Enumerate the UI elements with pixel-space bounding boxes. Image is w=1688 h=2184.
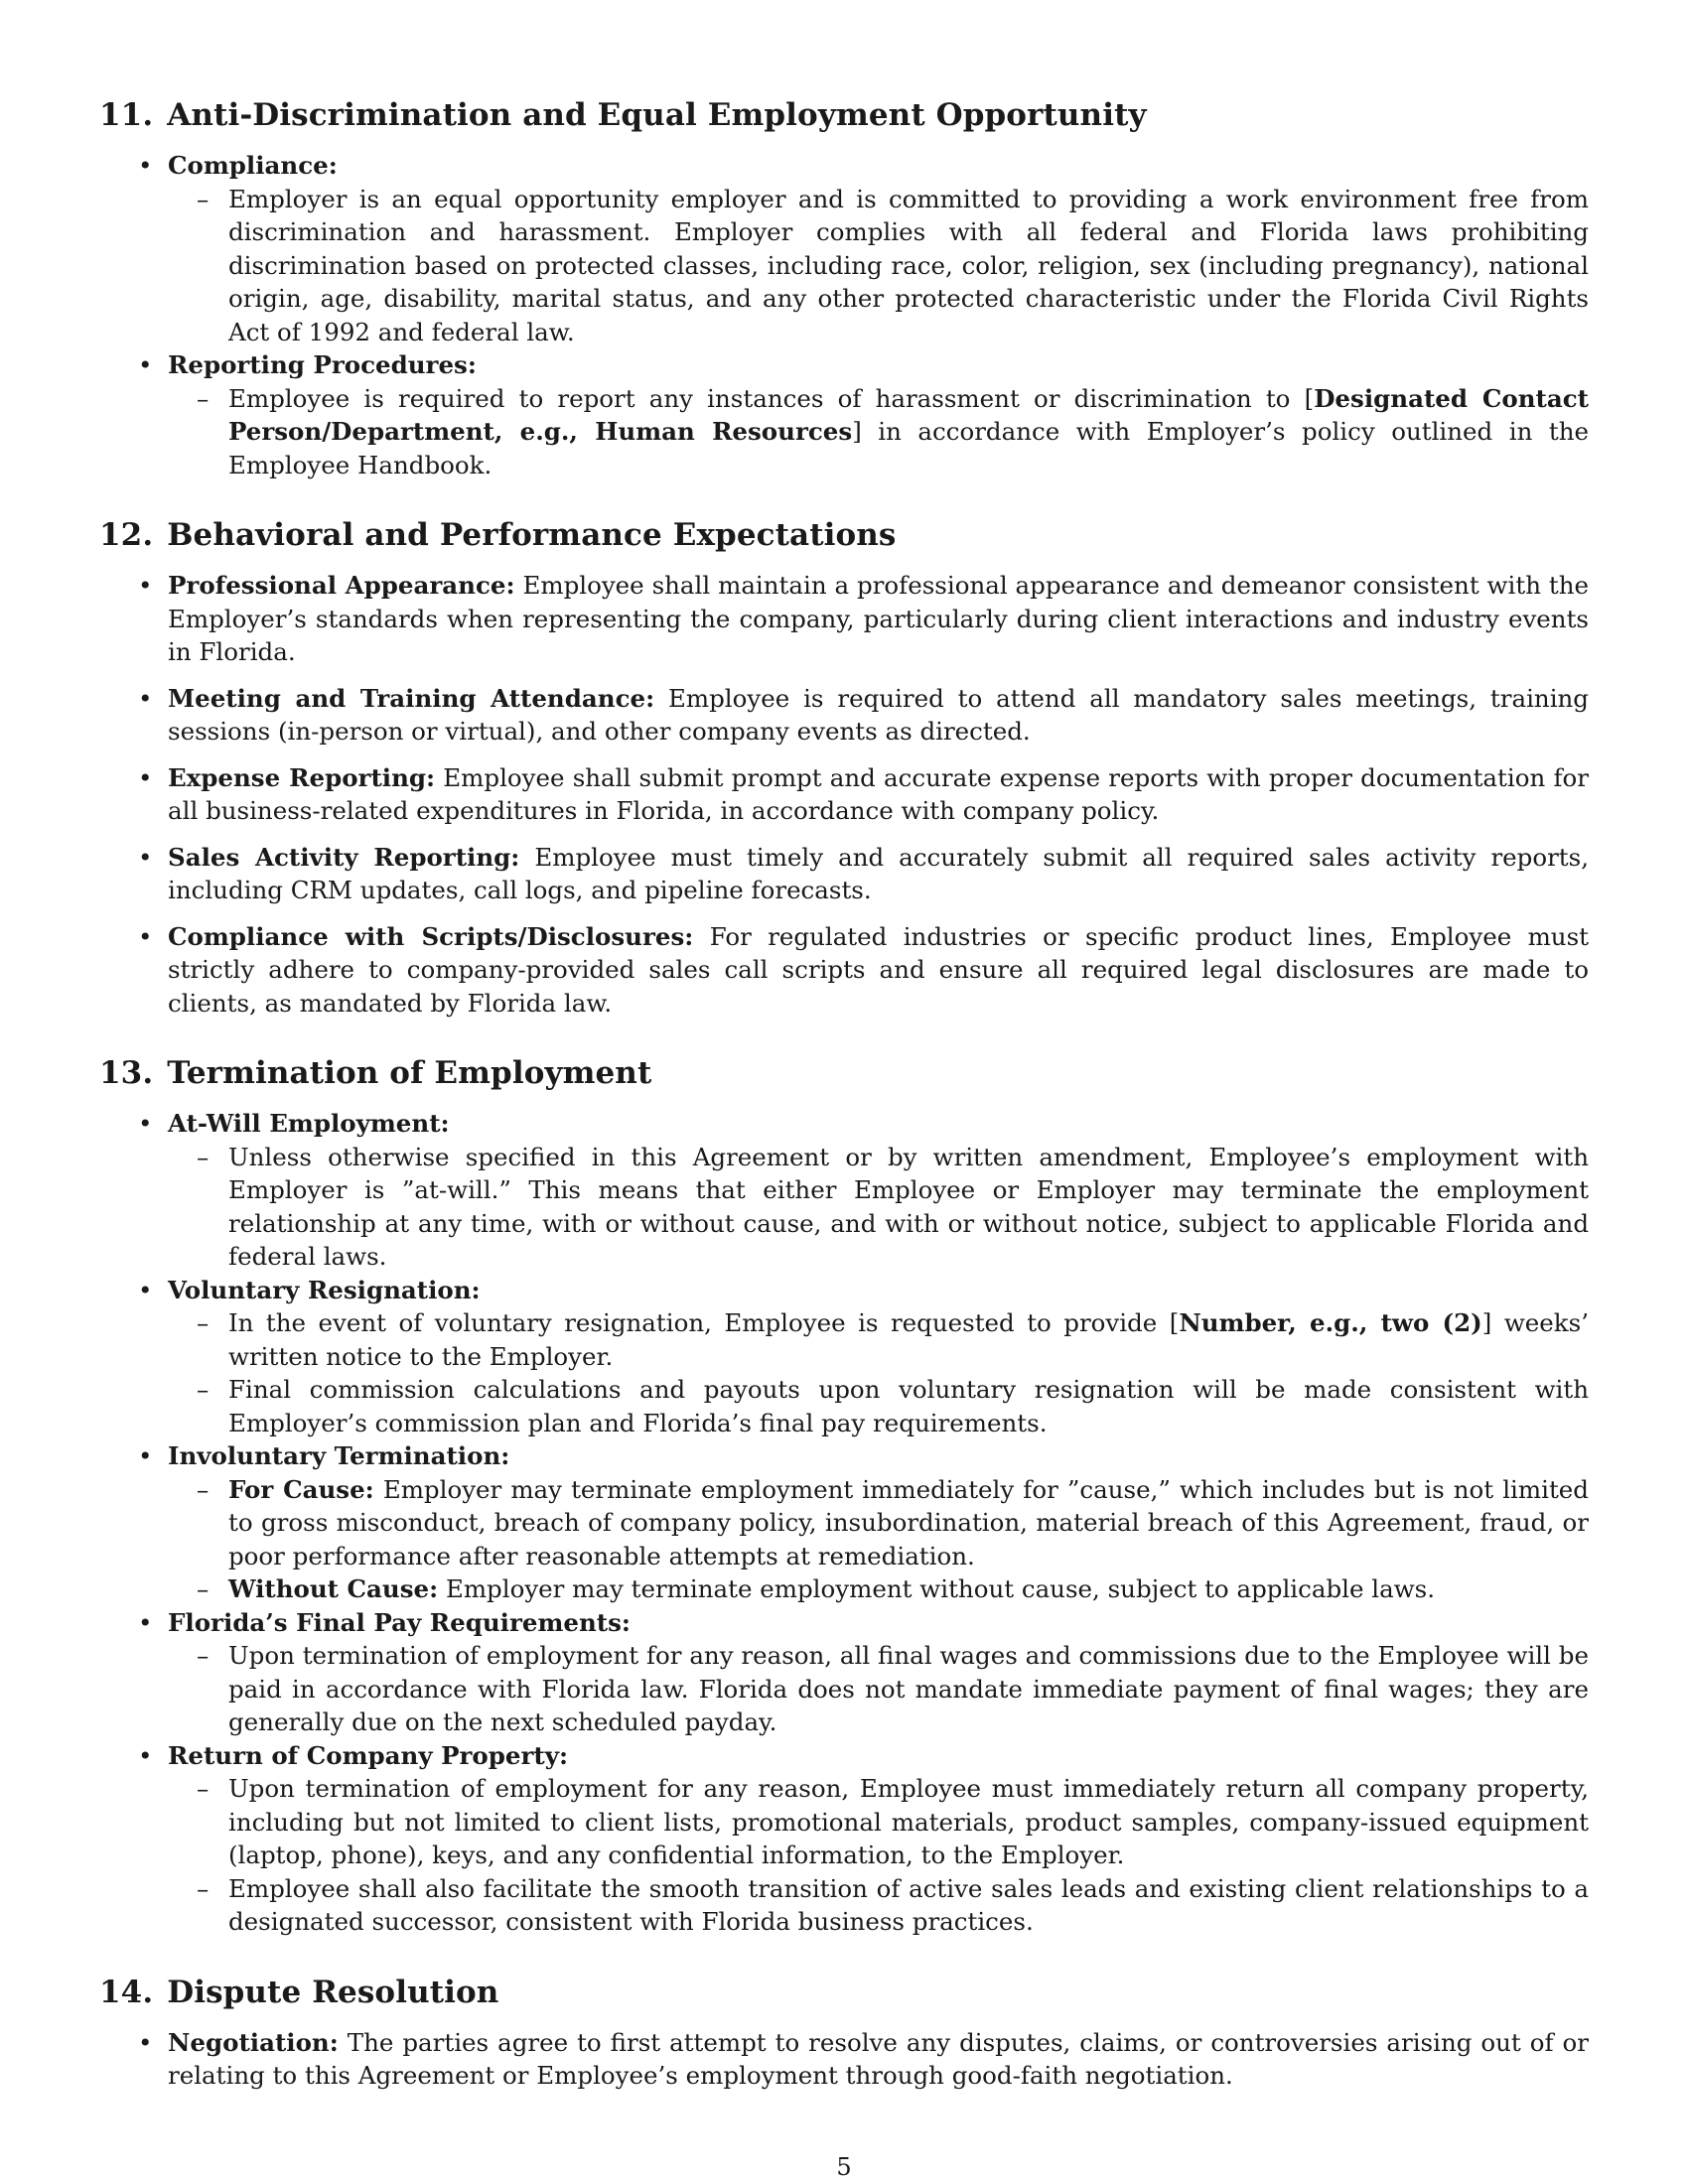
sub-list-item bbox=[168, 1473, 1589, 1573]
sub-list-item bbox=[168, 1572, 1589, 1606]
section-title: Termination of Employment bbox=[167, 1055, 652, 1091]
item-label: At-Will Employment: bbox=[168, 1109, 450, 1138]
list-item bbox=[99, 348, 1589, 481]
list-item bbox=[99, 1606, 1589, 1739]
sub-list-item bbox=[168, 382, 1589, 482]
section-12 bbox=[99, 515, 1589, 1020]
list-item bbox=[99, 569, 1589, 669]
item-text: Final commission calculations and payouts upon voluntary resignation will be made consistent with Employer’s commission plan and Florida’s final pay requirements. bbox=[228, 1375, 1589, 1437]
section-number: 13. bbox=[99, 1055, 154, 1091]
sub-item-label: For Cause: bbox=[228, 1474, 374, 1504]
item-text: Employee is required to attend all mandatory sales meetings, training sessions (in-person or virtual), and other company events as directed. bbox=[168, 683, 1589, 746]
item-text: Employer may terminate employment without cause, subject to applicable laws. bbox=[445, 1574, 1436, 1603]
item-text: Employee shall also facilitate the smooth transition of active sales leads and existing client relationships to a designated successor, consistent with Florida business practices. bbox=[228, 1873, 1589, 1936]
sub-list bbox=[168, 1473, 1589, 1606]
section-14 bbox=[99, 1973, 1589, 2093]
sub-list-item bbox=[168, 1373, 1589, 1439]
list-item bbox=[99, 2026, 1589, 2093]
section-title: Behavioral and Performance Expectations bbox=[167, 517, 897, 553]
item-text: Employee shall maintain a professional appearance and demeanor consistent with the Employer’s standards when representing the company, particularly during client interactions and industry events in Florida. bbox=[168, 571, 1590, 666]
sub-list bbox=[168, 1772, 1589, 1939]
item-label: Florida’s Final Pay Requirements: bbox=[168, 1607, 631, 1637]
list-item bbox=[99, 1439, 1589, 1606]
item-label: Expense Reporting: bbox=[168, 762, 436, 792]
sub-list bbox=[168, 382, 1589, 482]
sub-list-item bbox=[168, 1306, 1589, 1373]
sub-list bbox=[168, 183, 1589, 349]
list-item bbox=[99, 1739, 1589, 1939]
list-item bbox=[99, 1274, 1589, 1440]
sub-list-item bbox=[168, 1639, 1589, 1739]
item-label: Sales Activity Reporting: bbox=[168, 842, 520, 872]
item-text: Employee must timely and accurately submit all required sales activity reports, including CRM updates, call logs, and pipeline forecasts. bbox=[168, 842, 1590, 904]
item-label: Professional Appearance: bbox=[168, 571, 515, 600]
sub-item-label: Without Cause: bbox=[228, 1574, 439, 1603]
item-text: For regulated industries or specific product lines, Employee must strictly adhere to company-provided sales call scripts and ensure all required legal disclosures are made to clients, as mandated by Florida law. bbox=[168, 921, 1589, 1018]
item-text: Employee shall submit prompt and accurate expense reports with proper documentation for all business-related expenditures in Florida, in accordance with company policy. bbox=[168, 762, 1589, 825]
section-13 bbox=[99, 1053, 1589, 1939]
document-page bbox=[99, 95, 1589, 2126]
section-heading bbox=[99, 1053, 1589, 1093]
section-number: 12. bbox=[99, 517, 154, 553]
bullet-list bbox=[99, 569, 1589, 1020]
section-title: Dispute Resolution bbox=[167, 1974, 499, 2010]
section-heading bbox=[99, 1973, 1589, 2012]
item-text: Unless otherwise specified in this Agreement or by written amendment, Employee’s employment with Employer is ”at-will.” This means that either Employee or Employer may terminate the employment relationship at any time, with or without cause, and with or without notice, subject to applicable Florida and federal laws. bbox=[228, 1142, 1589, 1271]
item-text: Employer is an equal opportunity employer and is committed to providing a work environment free from discrimination and harassment. Employer complies with all federal and Florida laws prohibiting discrimination based on protected classes, including race, color, religion, sex (including pregnancy), national origin, age, disability, marital status, and any other protected characteristic under the Florida Civil Rights Act of 1992 and federal law. bbox=[228, 184, 1589, 346]
bullet-list bbox=[99, 149, 1589, 481]
item-label: Compliance with Scripts/Disclosures: bbox=[168, 921, 694, 951]
item-label: Compliance: bbox=[168, 151, 338, 180]
item-text: Employee is required to report any instances of harassment or discrimination to [ bbox=[228, 383, 1315, 413]
list-item bbox=[99, 841, 1589, 907]
section-heading bbox=[99, 515, 1589, 555]
page-number: 5 bbox=[836, 2153, 852, 2181]
list-item bbox=[99, 1107, 1589, 1274]
sub-list bbox=[168, 1306, 1589, 1439]
sub-list-item bbox=[168, 183, 1589, 349]
item-label: Negotiation: bbox=[168, 2027, 339, 2057]
section-title: Anti-Discrimination and Equal Employment Opportunity bbox=[167, 97, 1147, 133]
placeholder-text: Number, e.g., two (2) bbox=[1179, 1308, 1482, 1337]
sub-list-item bbox=[168, 1772, 1589, 1872]
section-number: 14. bbox=[99, 1974, 154, 2010]
section-number: 11. bbox=[99, 97, 154, 133]
item-text: Upon termination of employment for any reason, all final wages and commissions due to the Employee will be paid in accordance with Florida law. Florida does not mandate immediate payment of final wages; they are generally due on the next scheduled payday. bbox=[228, 1641, 1589, 1736]
list-item bbox=[99, 682, 1589, 749]
bullet-list bbox=[99, 2026, 1589, 2093]
sub-list-item bbox=[168, 1141, 1589, 1274]
item-text: In the event of voluntary resignation, Employee is requested to provide [ bbox=[228, 1308, 1180, 1337]
list-item bbox=[99, 149, 1589, 348]
item-label: Return of Company Property: bbox=[168, 1740, 568, 1770]
sub-list-item bbox=[168, 1872, 1589, 1939]
item-label: Meeting and Training Attendance: bbox=[168, 683, 655, 713]
item-text: The parties agree to first attempt to resolve any disputes, claims, or controversies arising out of or relating to this Agreement or Employee’s employment through good-faith negotiation. bbox=[168, 2027, 1589, 2090]
item-text: Employer may terminate employment immediately for ”cause,” which includes but is not limited to gross misconduct, breach of company policy, insubordination, material breach of this Agreement, fraud, or poor performance after reasonable attempts at remediation. bbox=[228, 1474, 1589, 1570]
item-text: ] in accordance with Employer’s policy outlined in the Employee Handbook. bbox=[228, 417, 1590, 479]
item-label: Reporting Procedures: bbox=[168, 350, 477, 379]
bullet-list bbox=[99, 1107, 1589, 1939]
section-11 bbox=[99, 95, 1589, 481]
item-text: ] weeks’ written notice to the Employer. bbox=[228, 1308, 1589, 1371]
list-item bbox=[99, 761, 1589, 828]
item-text: Upon termination of employment for any reason, Employee must immediately return all company property, including but not limited to client lists, promotional materials, product samples, company-issued equipment (laptop, phone), keys, and any confidential information, to the Employer. bbox=[228, 1774, 1589, 1869]
sub-list bbox=[168, 1141, 1589, 1274]
placeholder-text: Designated Contact Person/Department, e.g., Human Resources bbox=[228, 383, 1589, 446]
section-heading bbox=[99, 95, 1589, 135]
item-label: Voluntary Resignation: bbox=[168, 1275, 481, 1304]
list-item bbox=[99, 920, 1589, 1021]
sub-list bbox=[168, 1639, 1589, 1739]
item-label: Involuntary Termination: bbox=[168, 1441, 510, 1470]
